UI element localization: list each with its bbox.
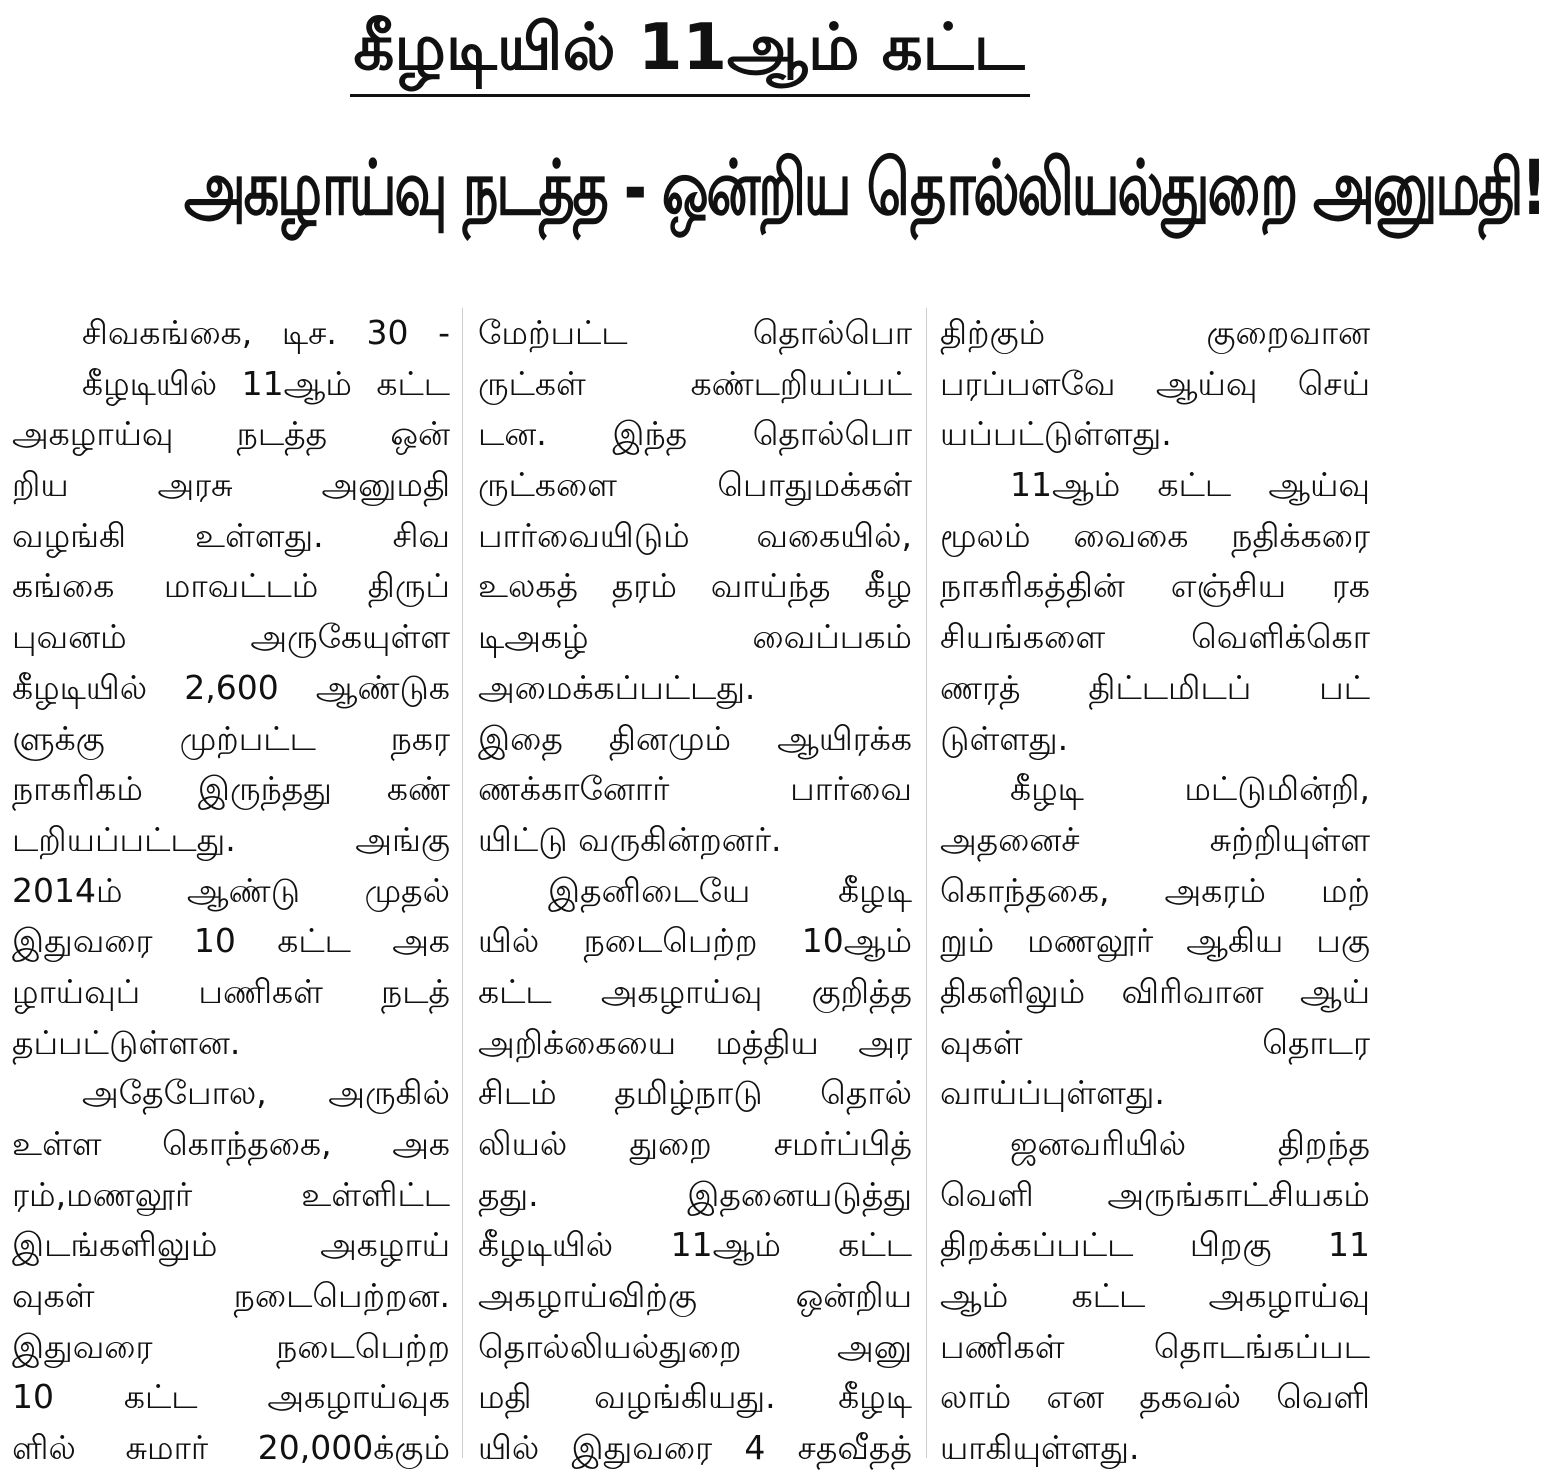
article-line: யப்பட்டுள்ளது. <box>940 414 1172 454</box>
article-line: உள்ள கொந்தகை, அக <box>12 1124 450 1163</box>
article-line: மூலம் வைகை நதிக்கரை <box>940 515 1370 555</box>
article-line: சிடம் தமிழ்நாடு தொல் <box>478 1073 912 1113</box>
article-line: திறக்கப்பட்ட பிறகு 11 <box>940 1225 1370 1265</box>
article-line: தப்பட்டுள்ளன. <box>12 1022 241 1062</box>
article-line: அறிக்கையை மத்திய அர <box>478 1022 912 1062</box>
article-line: இதுவரை 10 கட்ட அக <box>12 921 450 961</box>
article-line: சியங்களை வெளிக்கொ <box>940 617 1370 657</box>
article-line: டுள்ளது. <box>940 718 1069 758</box>
article-line: 10 கட்ட அகழாய்வுக <box>12 1377 450 1417</box>
article-line: ஜனவரியில் திறந்த <box>1010 1124 1370 1163</box>
article-line: லியல் துறை சமர்ப்பித் <box>478 1124 912 1163</box>
article-line: பரப்பளவே ஆய்வு செய் <box>940 363 1370 403</box>
article-line: வழங்கி உள்ளது. சிவ <box>12 515 450 555</box>
article-line: அதேபோல, அருகில் <box>82 1073 450 1113</box>
article-line: அமைக்கப்பட்டது. <box>478 667 756 707</box>
article-line: லாம் என தகவல் வெளி <box>940 1377 1370 1417</box>
article-line: யில் இதுவரை 4 சதவீதத் <box>478 1428 912 1468</box>
article-line: டன. இந்த தொல்பொ <box>478 414 912 454</box>
article-line: இதை தினமும் ஆயிரக்க <box>478 718 912 758</box>
article-line: றிய அரசு அனுமதி <box>12 465 450 505</box>
article-line: ருட்களை பொதுமக்கள் <box>478 465 912 505</box>
column-divider <box>926 308 927 1458</box>
article-line: அதனைச் சுற்றியுள்ள <box>940 819 1370 859</box>
article-column-1 <box>12 308 450 1474</box>
article-line: திற்கும் குறைவான <box>940 313 1370 352</box>
article-line: திகளிலும் விரிவான ஆய் <box>940 971 1370 1011</box>
article-line: அகழாய்வு நடத்த ஒன் <box>12 414 450 454</box>
article-line: ணக்கானோர் பார்வை <box>478 769 912 809</box>
article-line: டறியப்பட்டது. அங்கு <box>12 819 450 859</box>
article-line: நாகரிகத்தின் எஞ்சிய ரக <box>940 566 1370 606</box>
article-line: இதுவரை நடைபெற்ற <box>12 1326 450 1366</box>
article-line: கங்கை மாவட்டம் திருப் <box>12 566 450 606</box>
article-line: கட்ட அகழாய்வு குறித்த <box>478 971 912 1011</box>
article-line: ளுக்கு முற்பட்ட நகர <box>12 718 450 758</box>
article-line: 11ஆம் கட்ட ஆய்வு <box>1010 465 1370 505</box>
kicker-underline <box>350 94 1030 97</box>
article-line: றும் மணலூர் ஆகிய பகு <box>940 921 1370 961</box>
article-line: ரம்,மணலூர் உள்ளிட்ட <box>12 1174 450 1214</box>
article-line: யாகியுள்ளது. <box>940 1428 1140 1468</box>
article-line: யிட்டு வருகின்றனர். <box>478 819 782 859</box>
article-line: மதி வழங்கியது. கீழடி <box>478 1377 912 1417</box>
article-line: மேற்பட்ட தொல்பொ <box>478 313 912 352</box>
article-line: கீழடி மட்டுமின்றி, <box>1010 769 1370 809</box>
kicker-heading: கீழடியில் 11ஆம் கட்ட <box>353 11 1025 85</box>
article-line: சிவகங்கை, டிச. 30 - <box>82 313 450 352</box>
column-divider <box>462 308 463 1458</box>
article-line: இடங்களிலும் அகழாய் <box>12 1225 450 1265</box>
article-line: அகழாய்விற்கு ஒன்றிய <box>478 1276 912 1316</box>
article-column-3 <box>940 308 1370 1474</box>
article-line: கீழடியில் 11ஆம் கட்ட <box>82 363 450 403</box>
article-line: வெளி அருங்காட்சியகம் <box>940 1174 1370 1214</box>
article-column-2 <box>478 308 912 1474</box>
article-line: தது. இதனையடுத்து <box>478 1174 912 1214</box>
article-line: கீழடியில் 2,600 ஆண்டுக <box>12 667 450 707</box>
article-line: உலகத் தரம் வாய்ந்த கீழ <box>478 566 912 606</box>
headline: அகழாய்வு நடத்த - ஒன்றிய தொல்லியல்துறை அனுமதி! <box>183 143 1545 232</box>
article-line: பணிகள் தொடங்கப்பட <box>940 1326 1370 1366</box>
article-line: வுகள் தொடர <box>940 1022 1370 1062</box>
article-line: கீழடியில் 11ஆம் கட்ட <box>478 1225 912 1265</box>
article-line: கொந்தகை, அகரம் மற் <box>940 870 1370 910</box>
article-line: ழாய்வுப் பணிகள் நடத் <box>12 971 450 1011</box>
article-line: பார்வையிடும் வகையில், <box>478 515 912 555</box>
article-line: ஆம் கட்ட அகழாய்வு <box>940 1276 1370 1316</box>
article-line: தொல்லியல்துறை அனு <box>478 1326 912 1366</box>
article-line: யில் நடைபெற்ற 10ஆம் <box>478 921 912 961</box>
article-line: ணரத் திட்டமிடப் பட் <box>940 667 1370 707</box>
article-line: ருட்கள் கண்டறியப்பட் <box>478 363 912 403</box>
article-line: 2014ம் ஆண்டு முதல் <box>12 870 450 910</box>
article-line: புவனம் அருகேயுள்ள <box>12 617 450 657</box>
article-line: ளில் சுமார் 20,000க்கும் <box>12 1428 450 1468</box>
article-line: இதனிடையே கீழடி <box>548 870 912 910</box>
article-line: டிஅகழ் வைப்பகம் <box>478 617 912 657</box>
article-line: வாய்ப்புள்ளது. <box>940 1073 1165 1113</box>
article-line: நாகரிகம் இருந்தது கண் <box>12 769 450 809</box>
article-line: வுகள் நடைபெற்றன. <box>12 1276 450 1316</box>
